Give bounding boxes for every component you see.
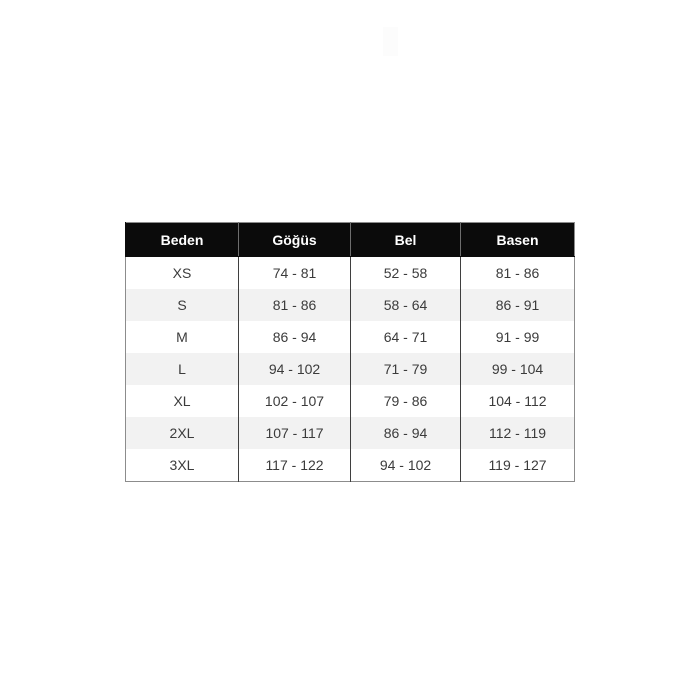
column-header: Bel	[351, 223, 461, 257]
column-header: Basen	[461, 223, 575, 257]
table-row	[126, 385, 575, 417]
column-header: Göğüs	[239, 223, 351, 257]
measurement-cell: 94 - 102	[239, 353, 351, 385]
measurement-cell: 117 - 122	[239, 449, 351, 482]
size-label-cell: S	[177, 297, 187, 313]
measurement-cell: 74 - 81	[239, 257, 351, 290]
measurement-cell: 64 - 71	[351, 321, 461, 353]
measurement-cell: 79 - 86	[351, 385, 461, 417]
table-row	[126, 289, 575, 321]
size-label-cell: 3XL	[169, 457, 195, 473]
measurement-cell: 52 - 58	[351, 257, 461, 290]
table-row	[126, 353, 575, 385]
measurement-cell: 71 - 79	[351, 353, 461, 385]
size-label-cell: XL	[173, 393, 191, 409]
measurement-cell: 102 - 107	[239, 385, 351, 417]
measurement-cell: 91 - 99	[461, 321, 575, 353]
header-row	[126, 223, 575, 257]
table-row	[126, 417, 575, 449]
table-row	[126, 321, 575, 353]
size-chart-table	[125, 222, 575, 482]
size-label-cell: 2XL	[169, 425, 195, 441]
measurement-cell: 81 - 86	[461, 257, 575, 290]
size-chart	[125, 222, 574, 482]
table-row	[126, 257, 575, 290]
faint-watermark-artifact	[383, 27, 398, 56]
measurement-cell: 58 - 64	[351, 289, 461, 321]
column-header: Beden	[126, 223, 239, 257]
measurement-cell: 86 - 94	[351, 417, 461, 449]
size-chart-header	[126, 223, 575, 257]
measurement-cell: 81 - 86	[239, 289, 351, 321]
size-label-cell: XS	[172, 265, 192, 281]
size-label-cell: M	[176, 329, 188, 345]
size-label-cell: L	[178, 361, 186, 377]
measurement-cell: 107 - 117	[239, 417, 351, 449]
measurement-cell: 104 - 112	[461, 385, 575, 417]
table-row	[126, 449, 575, 482]
measurement-cell: 86 - 94	[239, 321, 351, 353]
measurement-cell: 119 - 127	[461, 449, 575, 482]
measurement-cell: 99 - 104	[461, 353, 575, 385]
measurement-cell: 86 - 91	[461, 289, 575, 321]
measurement-cell: 112 - 119	[461, 417, 575, 449]
size-chart-body	[126, 257, 575, 482]
measurement-cell: 94 - 102	[351, 449, 461, 482]
